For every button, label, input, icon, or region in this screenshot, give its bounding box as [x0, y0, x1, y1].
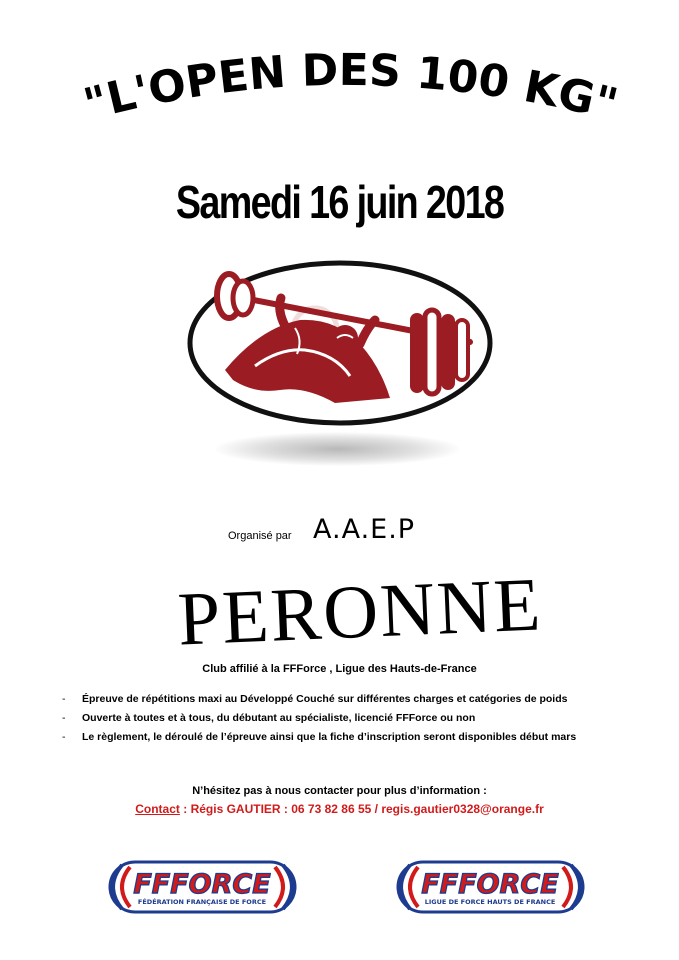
city-name: PERONNE [176, 562, 544, 662]
ffforce-federation-logo [100, 859, 305, 917]
event-date: Samedi 16 juin 2018 [175, 176, 504, 228]
organizer-row [0, 510, 679, 550]
logo-shadow [215, 432, 460, 466]
list-item: - Le règlement, le déroulé de l’épreuve ainsi que la fiche d’inscription seront disponibles début mars [62, 731, 577, 743]
contact-details[interactable]: : Régis GAUTIER : 06 73 82 86 55 / regis.gautier0328@orange.fr [179, 802, 544, 816]
ffforce-left-brand: FFFORCE [133, 869, 271, 900]
ffforce-right-brand: FFFORCE [421, 869, 559, 900]
ffforce-league-logo [388, 859, 593, 917]
event-title [0, 20, 679, 130]
event-title-text: "L'OPEN DES 100 KG" [78, 44, 623, 130]
club-affiliation: Club affilié à la FFForce , Ligue des Hauts-de-France [202, 663, 477, 675]
ffforce-left-subtitle: FÉDÉRATION FRANÇAISE DE FORCE [137, 898, 267, 906]
list-item: - Ouverte à toutes et à tous, du débutant au spécialiste, licencié FFForce ou non [62, 712, 476, 724]
list-item: - Épreuve de répétitions maxi au Développé Couché sur différentes charges et catégories de poids [62, 693, 568, 705]
ffforce-right-subtitle: LIGUE DE FORCE HAUTS DE FRANCE [424, 898, 556, 906]
contact-intro: N’hésitez pas à nous contacter pour plus d’information : [192, 785, 487, 797]
organizer-label: Organisé par [228, 530, 292, 542]
bench-press-athlete-icon [185, 258, 495, 428]
details-list [62, 690, 662, 747]
svg-text:"L'OPEN DES 100 KG" [79, 45, 623, 130]
contact-label: Contact [135, 802, 180, 816]
contact-line [0, 802, 679, 816]
organizer-name: A.A.E.P [313, 514, 416, 545]
